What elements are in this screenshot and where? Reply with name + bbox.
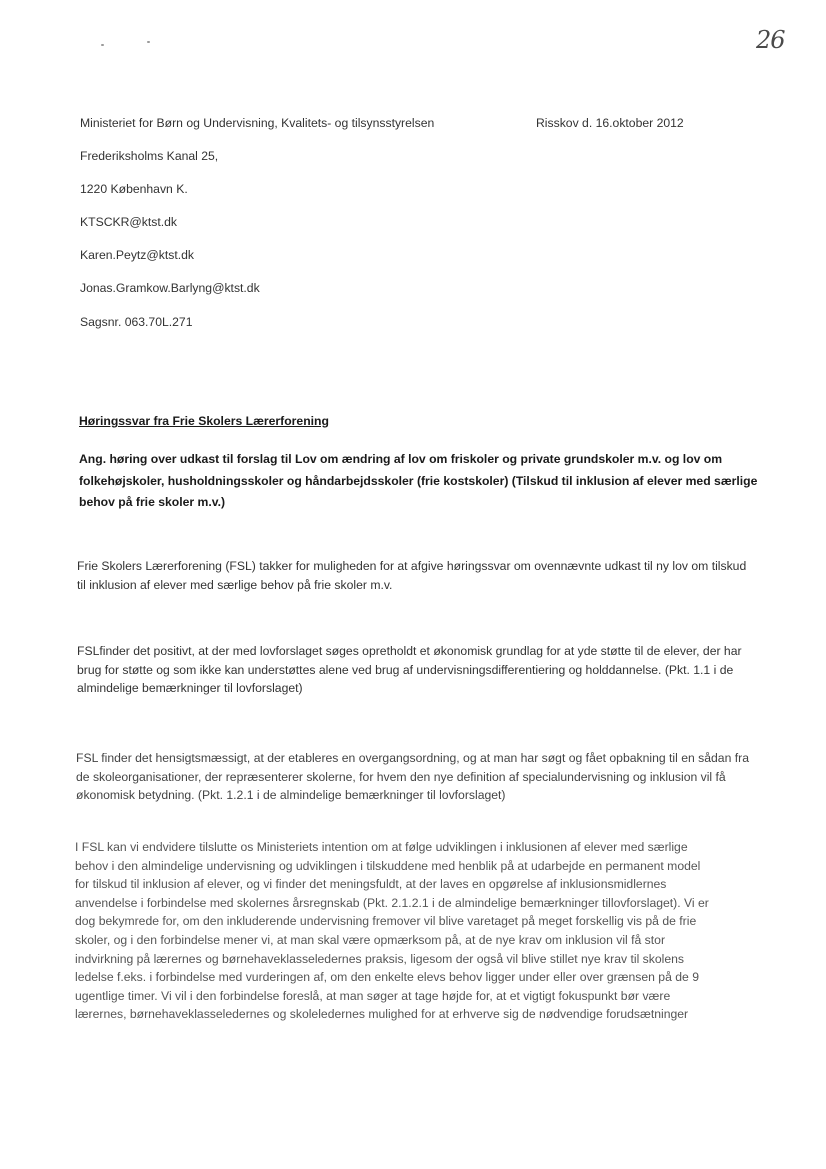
- paragraph-line: lærernes, børnehaveklasseledernes og skoleledernes mulighed for at erhverve sig de nødvendige forudsætninger: [75, 1007, 689, 1022]
- letter-date: Risskov d. 16.oktober 2012: [536, 116, 684, 130]
- paragraph-transition: FSL finder det hensigtsmæssigt, at der etableres en overgangsordning, og at man har søgt og fået opbakning til en sådan fra de skoleorganisationer, der repræsenterer skolerne, for hvem den nye definition af specialundervisning og inklusion vil få økonomisk betydning. (Pkt. 1.2.1 i de almindelige bemærkninger til lovforslaget): [76, 751, 749, 803]
- address-street: Frederiksholms Kanal 25,: [80, 149, 219, 163]
- paragraph-line: ledelse f.eks. i forbindelse med vurderingen af, om den enkelte elevs behov ligger under eller over grænsen på de 9: [75, 970, 699, 985]
- scan-speck: [101, 44, 104, 46]
- paragraph-line: skoler, og i den forbindelse mener vi, at man skal være opmærksom på, at de nye krav om inklusion vil få stor: [75, 932, 665, 947]
- address-city: 1220 København K.: [80, 182, 188, 196]
- email-line: Karen.Peytz@ktst.dk: [80, 248, 194, 262]
- paragraph-line: indvirkning på lærernes og børnehaveklasseledernes praksis, ligesom der også vil blive stillet nye krav til skolens: [75, 951, 684, 966]
- case-number: Sagsnr. 063.70L.271: [80, 315, 193, 329]
- document-heading: Høringssvar fra Frie Skolers Lærerforening: [79, 414, 329, 428]
- paragraph-support: FSLfinder det positivt, at der med lovforslaget søges opretholdt et økonomisk grundlag for at yde støtte til de elever, der har brug for støtte og som ikke kan understøttes alene ved brug af undervisningsdifferentiering og holddannelse. (Pkt. 1.1 i de almindelige bemærkninger til lovforslaget): [77, 644, 742, 696]
- email-line: KTSCKR@ktst.dk: [80, 215, 178, 229]
- paragraph-inclusion: [75, 838, 755, 1024]
- scan-speck: [147, 41, 150, 43]
- paragraph-line: for tilskud til inklusion af elever, og vi finder det meningsfuldt, at der laves en opgørelse af inklusionsmidlernes: [75, 877, 667, 892]
- paragraph-line: anvendelse i forbindelse med skolernes årsregnskab (Pkt. 2.1.2.1 i de almindelige bemærkninger tillovforslaget). Vi er: [75, 895, 709, 910]
- handwritten-page-number: 26: [756, 26, 785, 54]
- paragraph-intro: Frie Skolers Lærerforening (FSL) takker for muligheden for at afgive høringssvar om ovennævnte udkast til ny lov om tilskud til inklusion af elever med særlige behov på frie skoler m.v.: [77, 559, 747, 592]
- recipient-line: Ministeriet for Børn og Undervisning, Kvalitets- og tilsynsstyrelsen: [80, 116, 435, 130]
- email-line: Jonas.Gramkow.Barlyng@ktst.dk: [80, 281, 260, 295]
- paragraph-line: behov i den almindelige undervisning og udviklingen i tilskuddene med henblik på at udarbejde en permanent model: [75, 858, 701, 873]
- paragraph-line: dog bekymrede for, om den inkluderende undervisning fremover vil blive varetaget på meget forskellig vis på de frie: [75, 914, 697, 929]
- paragraph-line: ugentlige timer. Vi vil i den forbindelse foreslå, at man søger at tage højde for, at et vigtigt fokuspunkt bør være: [75, 988, 671, 1003]
- paragraph-line: I FSL kan vi endvidere tilslutte os Ministeriets intention om at følge udviklingen i inklusionen af elever med særlige: [75, 840, 688, 854]
- subject-line: Ang. høring over udkast til forslag til Lov om ændring af lov om friskoler og private grundskoler m.v. og lov om folkehøjskoler, husholdningsskoler og håndarbejdsskoler (frie kostskoler) (Tilskud til inklusion af elever med særlige behov på frie skoler m.v.): [79, 452, 758, 509]
